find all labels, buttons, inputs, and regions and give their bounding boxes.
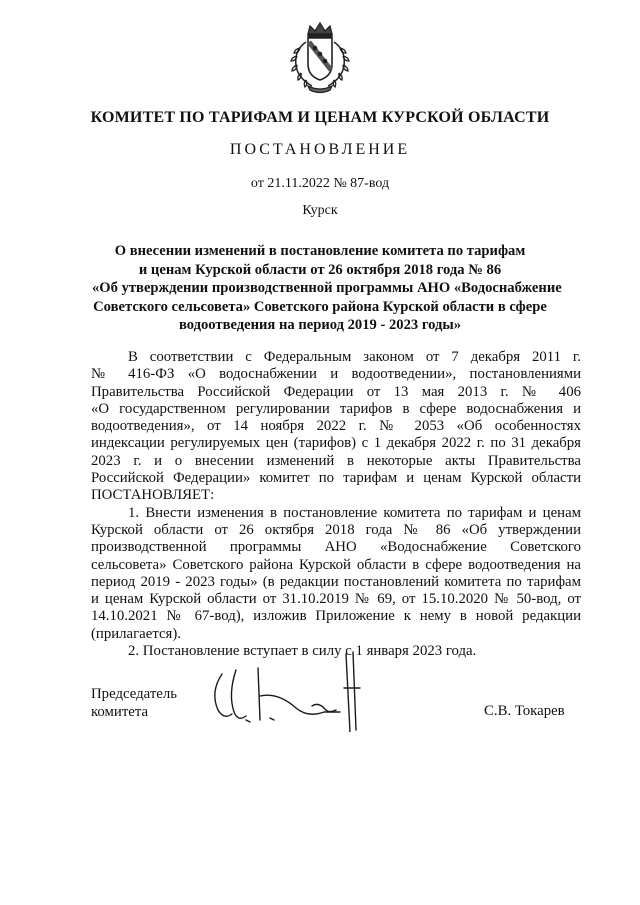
body-line: 14.10.2021 № 67-вод), изложив Приложение к нему в новой редакции (91, 608, 581, 625)
document-body (91, 349, 581, 660)
signature-icon (200, 632, 370, 732)
signatory-name: С.В. Токарев (484, 703, 565, 719)
body-line: «О государственном регулировании тарифов в сфере водоснабжения и (91, 400, 581, 417)
body-line: и ценам Курской области от 31.10.2019 № 69, от 15.10.2020 № 50-вод, от (91, 591, 581, 608)
body-line: период 2019 - 2023 годы» (в редакции постановлений комитета по тарифам (91, 573, 581, 590)
title-line: О внесении изменений в постановление комитета по тарифам (114, 243, 526, 259)
committee-name: КОМИТЕТ ПО ТАРИФАМ И ЦЕНАМ КУРСКОЙ ОБЛАСТИ (90, 109, 550, 126)
body-line: Российской Федерации» комитет по тарифам и ценам Курской области (91, 470, 581, 487)
document-date-number: от 21.11.2022 № 87-вод (250, 176, 390, 191)
document-city: Курск (302, 203, 338, 218)
body-line: 2. Постановление вступает в силу с 1 января 2023 года. (128, 643, 477, 660)
body-line: сельсовета» Советского района Курской области в сфере водоотведения на (91, 556, 581, 573)
body-line: Правительства Российской Федерации от 13 мая 2013 г. № 406 (91, 383, 581, 400)
body-line: 1. Внести изменения в постановление комитета по тарифам и ценам (128, 504, 581, 521)
position-line: Председатель (91, 686, 177, 702)
body-line: 2023 г. и о внесении изменений в некоторые акты Правительства (91, 452, 581, 469)
body-line: В соответствии с Федеральным законом от 7 декабря 2011 г. (128, 349, 581, 365)
title-line: Советского сельсовета» Советского района Курской области в сфере (93, 298, 547, 315)
body-line: ПОСТАНОВЛЯЕТ: (91, 487, 215, 504)
body-line: № 416-ФЗ «О водоснабжении и водоотведении», постановлениями (91, 366, 581, 383)
coat-of-arms-icon (284, 20, 356, 96)
body-line: индексации регулируемых цен (тарифов) с 1 декабря 2022 г. по 31 декабря (91, 435, 581, 452)
body-line: производственной программы АНО «Водоснабжение Советского (91, 539, 581, 556)
title-line: «Об утверждении производственной программы АНО «Водоснабжение (92, 280, 562, 297)
title-line: и ценам Курской области от 26 октября 2018 года № 86 (138, 261, 502, 278)
title-line: водоотведения на период 2019 - 2023 годы» (178, 317, 462, 334)
body-line: Курской области от 26 октября 2018 года № 86 «Об утверждении (91, 521, 581, 538)
document-type: ПОСТАНОВЛЕНИЕ (229, 141, 411, 158)
signatory-position (91, 685, 177, 721)
body-line: водоотведения», от 14 ноября 2022 г. № 2053 «Об особенностях (91, 418, 581, 435)
document-title (92, 242, 562, 335)
body-line: (прилагается). (91, 625, 181, 642)
position-line: комитета (91, 704, 149, 720)
